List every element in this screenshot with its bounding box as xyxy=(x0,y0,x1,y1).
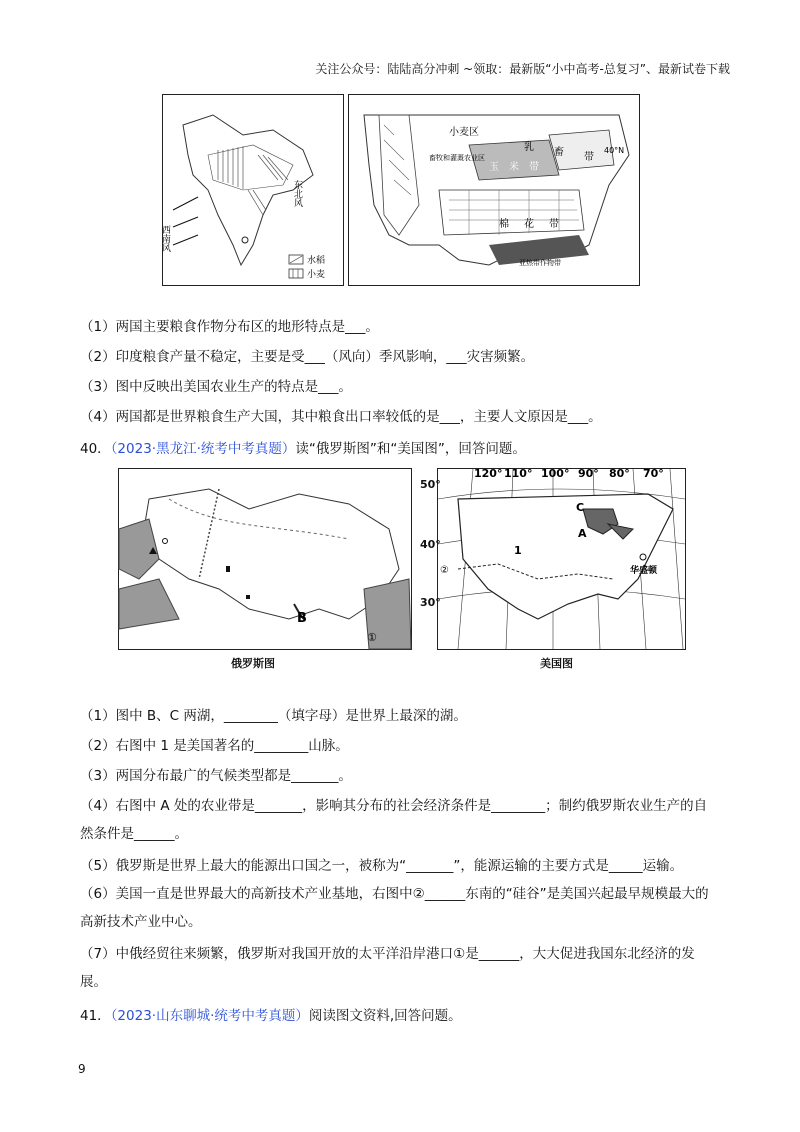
q39-item-3: （3）图中反映出美国农业生产的特点是___。 xyxy=(80,379,352,395)
lon-90-label: 90° xyxy=(578,467,599,480)
q41-heading xyxy=(80,1004,462,1024)
dairy-char-1: 乳 xyxy=(524,142,534,153)
northeast-wind-label: 东北风 xyxy=(292,180,302,207)
legend-rice-label: 水稻 xyxy=(307,256,326,266)
usa-map-caption: 美国图 xyxy=(540,657,573,670)
corn-char-3: 带 xyxy=(529,162,539,173)
india-agriculture-map xyxy=(162,94,344,286)
cotton-char-3: 带 xyxy=(549,219,559,230)
lat-50-label: 50° xyxy=(420,478,441,491)
legend-wheat-label: 小麦 xyxy=(307,270,326,280)
q40-text: 读“俄罗斯图”和“美国图”，回答问题。 xyxy=(295,441,526,457)
usa-agriculture-map xyxy=(348,94,640,286)
southwest-monsoon-label: 西南风 xyxy=(160,225,170,252)
q40-item-3: （3）两国分布最广的气候类型都是_______。 xyxy=(80,768,352,784)
q40-item-5: （5）俄罗斯是世界上最大的能源出口国之一，被称为“_______”，能源运输的主要方式是_____运输。 xyxy=(80,858,684,874)
dairy-char-3: 带 xyxy=(584,152,594,163)
lake-b-label: B xyxy=(297,611,307,626)
washington-label: 华盛顿 xyxy=(630,566,658,576)
lon-120-label: 120° xyxy=(474,467,503,480)
subtropic-label: 亚热带作物带 xyxy=(519,259,561,267)
corn-char-2: 米 xyxy=(509,162,519,173)
cotton-char-2: 花 xyxy=(524,219,534,230)
q41-number: 41． xyxy=(80,1008,111,1024)
page-number: 9 xyxy=(78,1062,86,1076)
lake-c-label: C xyxy=(576,501,585,514)
q40-item-1: （1）图中 B、C 两湖，________（填字母）是世界上最深的湖。 xyxy=(80,708,467,724)
wheat-zone-label: 小麦区 xyxy=(449,127,479,138)
q40-heading xyxy=(80,437,526,457)
russia-map xyxy=(118,468,412,650)
port-1-marker: ① xyxy=(367,631,377,644)
q40-item-4: （4）右图中 A 处的农业带是_______，影响其分布的社会经济条件是________；制约俄罗斯农业生产的自然条件是______。 xyxy=(80,798,708,842)
ranch-label: 畜牧和灌溉农业区 xyxy=(429,154,485,162)
q39-item-2: （2）印度粮食产量不稳定，主要是受___（风向）季风影响，___灾害频繁。 xyxy=(80,349,535,365)
q40-item-7: （7）中俄经贸往来频繁，俄罗斯对我国开放的太平洋沿岸港口①是______，大大促进我国东北经济的发展。 xyxy=(80,946,695,990)
q39-item-1: （1）两国主要粮食作物分布区的地形特点是___。 xyxy=(80,319,379,335)
russia-map-caption: 俄罗斯图 xyxy=(231,657,275,670)
lon-80-label: 80° xyxy=(609,467,630,480)
cotton-char-1: 棉 xyxy=(499,219,509,230)
lon-100-label: 100° xyxy=(541,467,570,480)
lat-40-label: 40°N xyxy=(604,146,625,155)
mountain-1-label: 1 xyxy=(514,544,522,557)
usa-map xyxy=(437,468,686,650)
lat-30-label: 30° xyxy=(420,596,441,609)
q41-text: 阅读图文资料,回答问题。 xyxy=(308,1008,462,1024)
lat-40-label: 40° xyxy=(420,538,441,551)
region-a-label: A xyxy=(578,527,587,540)
q41-source: （2023·山东聊城·统考中考真题） xyxy=(110,1008,309,1024)
q40-number: 40． xyxy=(80,441,111,457)
q39-item-4: （4）两国都是世界粮食生产大国，其中粮食出口率较低的是___，主要人文原因是___。 xyxy=(80,409,602,425)
city-2-marker: ② xyxy=(440,565,449,576)
lon-70-label: 70° xyxy=(643,467,664,480)
q40-item-6: （6）美国一直是世界最大的高新技术产业基地，右图中②______东南的“硅谷”是美国兴起最早规模最大的高新技术产业中心。 xyxy=(80,886,709,930)
dairy-char-2: 畜 xyxy=(554,147,564,158)
page-header: 关注公众号：陆陆高分冲刺 ~领取：最新版“小中高考-总复习”、最新试卷下载 xyxy=(315,62,730,76)
q40-source: （2023·黑龙江·统考中考真题） xyxy=(110,441,296,457)
corn-char-1: 玉 xyxy=(489,162,499,173)
lon-110-label: 110° xyxy=(504,467,533,480)
q40-item-2: （2）右图中 1 是美国著名的________山脉。 xyxy=(80,738,349,754)
